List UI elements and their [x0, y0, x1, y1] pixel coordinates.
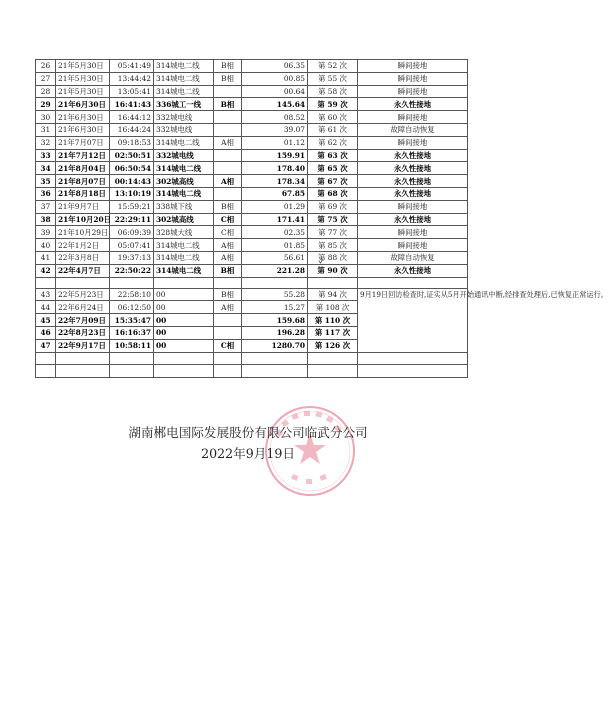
event-time: 05:07:41 — [110, 239, 154, 252]
event-date: 21年6月30日 — [56, 111, 110, 124]
phase — [214, 162, 242, 175]
row-number: 37 — [36, 200, 56, 213]
phase: B相 — [214, 72, 242, 85]
line-name: 332城电线 — [154, 111, 214, 124]
line-name: 314城电二线 — [154, 239, 214, 252]
table-row — [36, 162, 468, 175]
event-date: 21年5月30日 — [56, 60, 110, 73]
phase — [214, 314, 242, 327]
fault-type: 瞬间接地 — [358, 226, 468, 239]
line-name: 332城电线 — [154, 123, 214, 136]
table-row — [36, 123, 468, 136]
row-number: 45 — [36, 314, 56, 327]
duration-value: 1280.70 — [242, 339, 308, 352]
event-date: 21年9月7日 — [56, 200, 110, 213]
event-date: 21年8月07日 — [56, 175, 110, 188]
event-count: 第 59 次 — [308, 98, 358, 111]
event-time: 13:05:41 — [110, 85, 154, 98]
fault-type: 瞬间接地 — [358, 200, 468, 213]
event-time: 09:18:53 — [110, 136, 154, 149]
line-name: 00 — [154, 301, 214, 314]
duration-value: 221.28 — [242, 264, 308, 277]
event-time: 16:16:37 — [110, 326, 154, 339]
row-number: 30 — [36, 111, 56, 124]
phase: B相 — [214, 288, 242, 301]
duration-value: 39.07 — [242, 123, 308, 136]
event-count: 第 110 次 — [308, 314, 358, 327]
event-time: 16:44:24 — [110, 123, 154, 136]
row-number: 31 — [36, 123, 56, 136]
table-row — [36, 175, 468, 188]
event-date: 21年8月04日 — [56, 162, 110, 175]
table-row — [36, 98, 468, 111]
event-date: 22年3月8日 — [56, 251, 110, 264]
duration-value: 01.85 — [242, 239, 308, 252]
event-count: 第 68 次 — [308, 187, 358, 200]
row-number: 46 — [36, 326, 56, 339]
event-date: 21年6月30日 — [56, 123, 110, 136]
phase: B相 — [214, 200, 242, 213]
line-name: 328城大线 — [154, 226, 214, 239]
phase: A相 — [214, 251, 242, 264]
company-name: 湖南郴电国际发展股份有限公司临武分公司 — [128, 425, 368, 440]
phase — [214, 85, 242, 98]
fault-type: 永久性接地 — [358, 98, 468, 111]
blank-row — [36, 365, 468, 378]
event-count: 第 126 次 — [308, 339, 358, 352]
fault-type: 故障自动恢复 — [358, 123, 468, 136]
event-time: 06:09:39 — [110, 226, 154, 239]
table-row — [36, 213, 468, 226]
event-time: 10:58:11 — [110, 339, 154, 352]
event-date: 22年4月7日 — [56, 264, 110, 277]
fault-type: 永久性接地 — [358, 213, 468, 226]
table-row — [36, 288, 468, 301]
event-count: 第 63 次 — [308, 149, 358, 162]
row-number: 27 — [36, 72, 56, 85]
event-count: 第 61 次 — [308, 123, 358, 136]
phase: B相 — [214, 98, 242, 111]
event-time: 13:10:19 — [110, 187, 154, 200]
table-row — [36, 72, 468, 85]
line-name: 314城电二线 — [154, 187, 214, 200]
event-time: 05:41:49 — [110, 60, 154, 73]
document-date: 2022年9月19日 — [201, 446, 295, 461]
event-count: 第 65 次 — [308, 162, 358, 175]
event-count: 第 55 次 — [308, 72, 358, 85]
event-time: 19:37:13 — [110, 251, 154, 264]
event-date: 21年10月29日 — [56, 226, 110, 239]
duration-value: 55.28 — [242, 288, 308, 301]
event-date: 22年6月24日 — [56, 301, 110, 314]
event-count: 第 77 次 — [308, 226, 358, 239]
line-name: 314城电二线 — [154, 162, 214, 175]
phase — [214, 326, 242, 339]
phase: A相 — [214, 239, 242, 252]
line-name: 314城电二线 — [154, 136, 214, 149]
event-count: 第 60 次 — [308, 111, 358, 124]
line-name: 314城电二线 — [154, 72, 214, 85]
fault-type: 瞬间接地 — [358, 72, 468, 85]
event-count: 第 88 次 — [308, 251, 358, 264]
row-number: 34 — [36, 162, 56, 175]
event-date: 22年5月23日 — [56, 288, 110, 301]
row-number: 33 — [36, 149, 56, 162]
event-count: 第 75 次 — [308, 213, 358, 226]
duration-value: 159.68 — [242, 314, 308, 327]
fault-type: 永久性接地 — [358, 149, 468, 162]
duration-value: 171.41 — [242, 213, 308, 226]
small-check-mark — [318, 258, 324, 264]
row-number: 41 — [36, 251, 56, 264]
phase: A相 — [214, 175, 242, 188]
row-number: 36 — [36, 187, 56, 200]
fault-type: 瞬间接地 — [358, 60, 468, 73]
row-number: 35 — [36, 175, 56, 188]
event-count: 第 67 次 — [308, 175, 358, 188]
event-count: 第 117 次 — [308, 326, 358, 339]
ground-fault-log-table — [35, 59, 608, 378]
table-row — [36, 187, 468, 200]
fault-type: 瞬间接地 — [358, 85, 468, 98]
line-name: 00 — [154, 314, 214, 327]
phase: A相 — [214, 301, 242, 314]
line-name: 00 — [154, 288, 214, 301]
duration-value: 56.61 — [242, 251, 308, 264]
line-name: 314城电二线 — [154, 60, 214, 73]
line-name: 302城高线 — [154, 213, 214, 226]
event-time: 00:14:43 — [110, 175, 154, 188]
row-number: 40 — [36, 239, 56, 252]
duration-value: 178.40 — [242, 162, 308, 175]
line-name: 314城电二线 — [154, 264, 214, 277]
event-date: 21年6月30日 — [56, 98, 110, 111]
row-number: 28 — [36, 85, 56, 98]
row-number: 38 — [36, 213, 56, 226]
table-row — [36, 239, 468, 252]
duration-value: 159.91 — [242, 149, 308, 162]
event-date: 22年7月09日 — [56, 314, 110, 327]
event-date: 21年5月30日 — [56, 72, 110, 85]
phase: A相 — [214, 136, 242, 149]
event-count: 第 108 次 — [308, 301, 358, 314]
line-name: 314城电二线 — [154, 85, 214, 98]
row-number: 43 — [36, 288, 56, 301]
event-count: 第 52 次 — [308, 60, 358, 73]
phase: C相 — [214, 226, 242, 239]
duration-value: 02.35 — [242, 226, 308, 239]
fault-type: 永久性接地 — [358, 264, 468, 277]
event-time: 06:12:50 — [110, 301, 154, 314]
table-row — [36, 264, 468, 277]
fault-type: 永久性接地 — [358, 175, 468, 188]
event-time: 02:50:51 — [110, 149, 154, 162]
line-name: 314城电二线 — [154, 251, 214, 264]
duration-value: 178.34 — [242, 175, 308, 188]
event-count: 第 62 次 — [308, 136, 358, 149]
table-row — [36, 136, 468, 149]
phase: C相 — [214, 213, 242, 226]
row-number: 44 — [36, 301, 56, 314]
row-number: 42 — [36, 264, 56, 277]
table-row — [36, 149, 468, 162]
line-name: 00 — [154, 326, 214, 339]
event-time: 22:50:22 — [110, 264, 154, 277]
event-date: 21年10月20日 — [56, 213, 110, 226]
event-date: 22年1月2日 — [56, 239, 110, 252]
duration-value: 06.35 — [242, 60, 308, 73]
duration-value: 01.29 — [242, 200, 308, 213]
table-row — [36, 251, 468, 264]
line-name: 332城电线 — [154, 149, 214, 162]
duration-value: 01.12 — [242, 136, 308, 149]
fault-type: 永久性接地 — [358, 187, 468, 200]
line-name: 00 — [154, 339, 214, 352]
table-row — [36, 60, 468, 73]
event-date: 21年7月12日 — [56, 149, 110, 162]
duration-value: 196.28 — [242, 326, 308, 339]
event-count: 第 94 次 — [308, 288, 358, 301]
fault-type: 故障自动恢复 — [358, 251, 468, 264]
duration-value: 00.85 — [242, 72, 308, 85]
table-row — [36, 226, 468, 239]
event-count: 第 58 次 — [308, 85, 358, 98]
event-time: 16:41:43 — [110, 98, 154, 111]
table-row — [36, 111, 468, 124]
event-count: 第 85 次 — [308, 239, 358, 252]
fault-type: 永久性接地 — [358, 162, 468, 175]
event-date: 22年9月17日 — [56, 339, 110, 352]
inspection-note: 9月19日回访检查时,证实从5月开始通讯中断,经排查处理后,已恢复正常运行。 — [358, 288, 468, 352]
phase — [214, 123, 242, 136]
row-number: 29 — [36, 98, 56, 111]
row-number: 26 — [36, 60, 56, 73]
blank-row — [36, 277, 468, 288]
phase: B相 — [214, 60, 242, 73]
line-name: 338城下线 — [154, 200, 214, 213]
event-time: 15:59:21 — [110, 200, 154, 213]
event-time: 22:58:10 — [110, 288, 154, 301]
event-time: 13:44:42 — [110, 72, 154, 85]
event-time: 16:44:12 — [110, 111, 154, 124]
line-name: 302城高线 — [154, 175, 214, 188]
event-date: 21年8月18日 — [56, 187, 110, 200]
duration-value: 67.85 — [242, 187, 308, 200]
line-name: 336城工一线 — [154, 98, 214, 111]
event-time: 22:29:11 — [110, 213, 154, 226]
blank-row — [36, 352, 468, 365]
phase — [214, 187, 242, 200]
duration-value: 08.52 — [242, 111, 308, 124]
phase — [214, 149, 242, 162]
duration-value: 00.64 — [242, 85, 308, 98]
event-date: 21年7月07日 — [56, 136, 110, 149]
fault-type: 瞬间接地 — [358, 239, 468, 252]
event-time: 06:50:54 — [110, 162, 154, 175]
event-date: 22年8月23日 — [56, 326, 110, 339]
row-number: 47 — [36, 339, 56, 352]
phase: B相 — [214, 264, 242, 277]
row-number: 32 — [36, 136, 56, 149]
duration-value: 145.64 — [242, 98, 308, 111]
event-date: 21年5月30日 — [56, 85, 110, 98]
event-count: 第 90 次 — [308, 264, 358, 277]
event-time: 15:35:47 — [110, 314, 154, 327]
fault-type: 瞬间接地 — [358, 136, 468, 149]
fault-type: 瞬间接地 — [358, 111, 468, 124]
phase — [214, 111, 242, 124]
row-number: 39 — [36, 226, 56, 239]
table-row — [36, 85, 468, 98]
event-count: 第 69 次 — [308, 200, 358, 213]
phase: C相 — [214, 339, 242, 352]
duration-value: 15.27 — [242, 301, 308, 314]
table-row — [36, 200, 468, 213]
